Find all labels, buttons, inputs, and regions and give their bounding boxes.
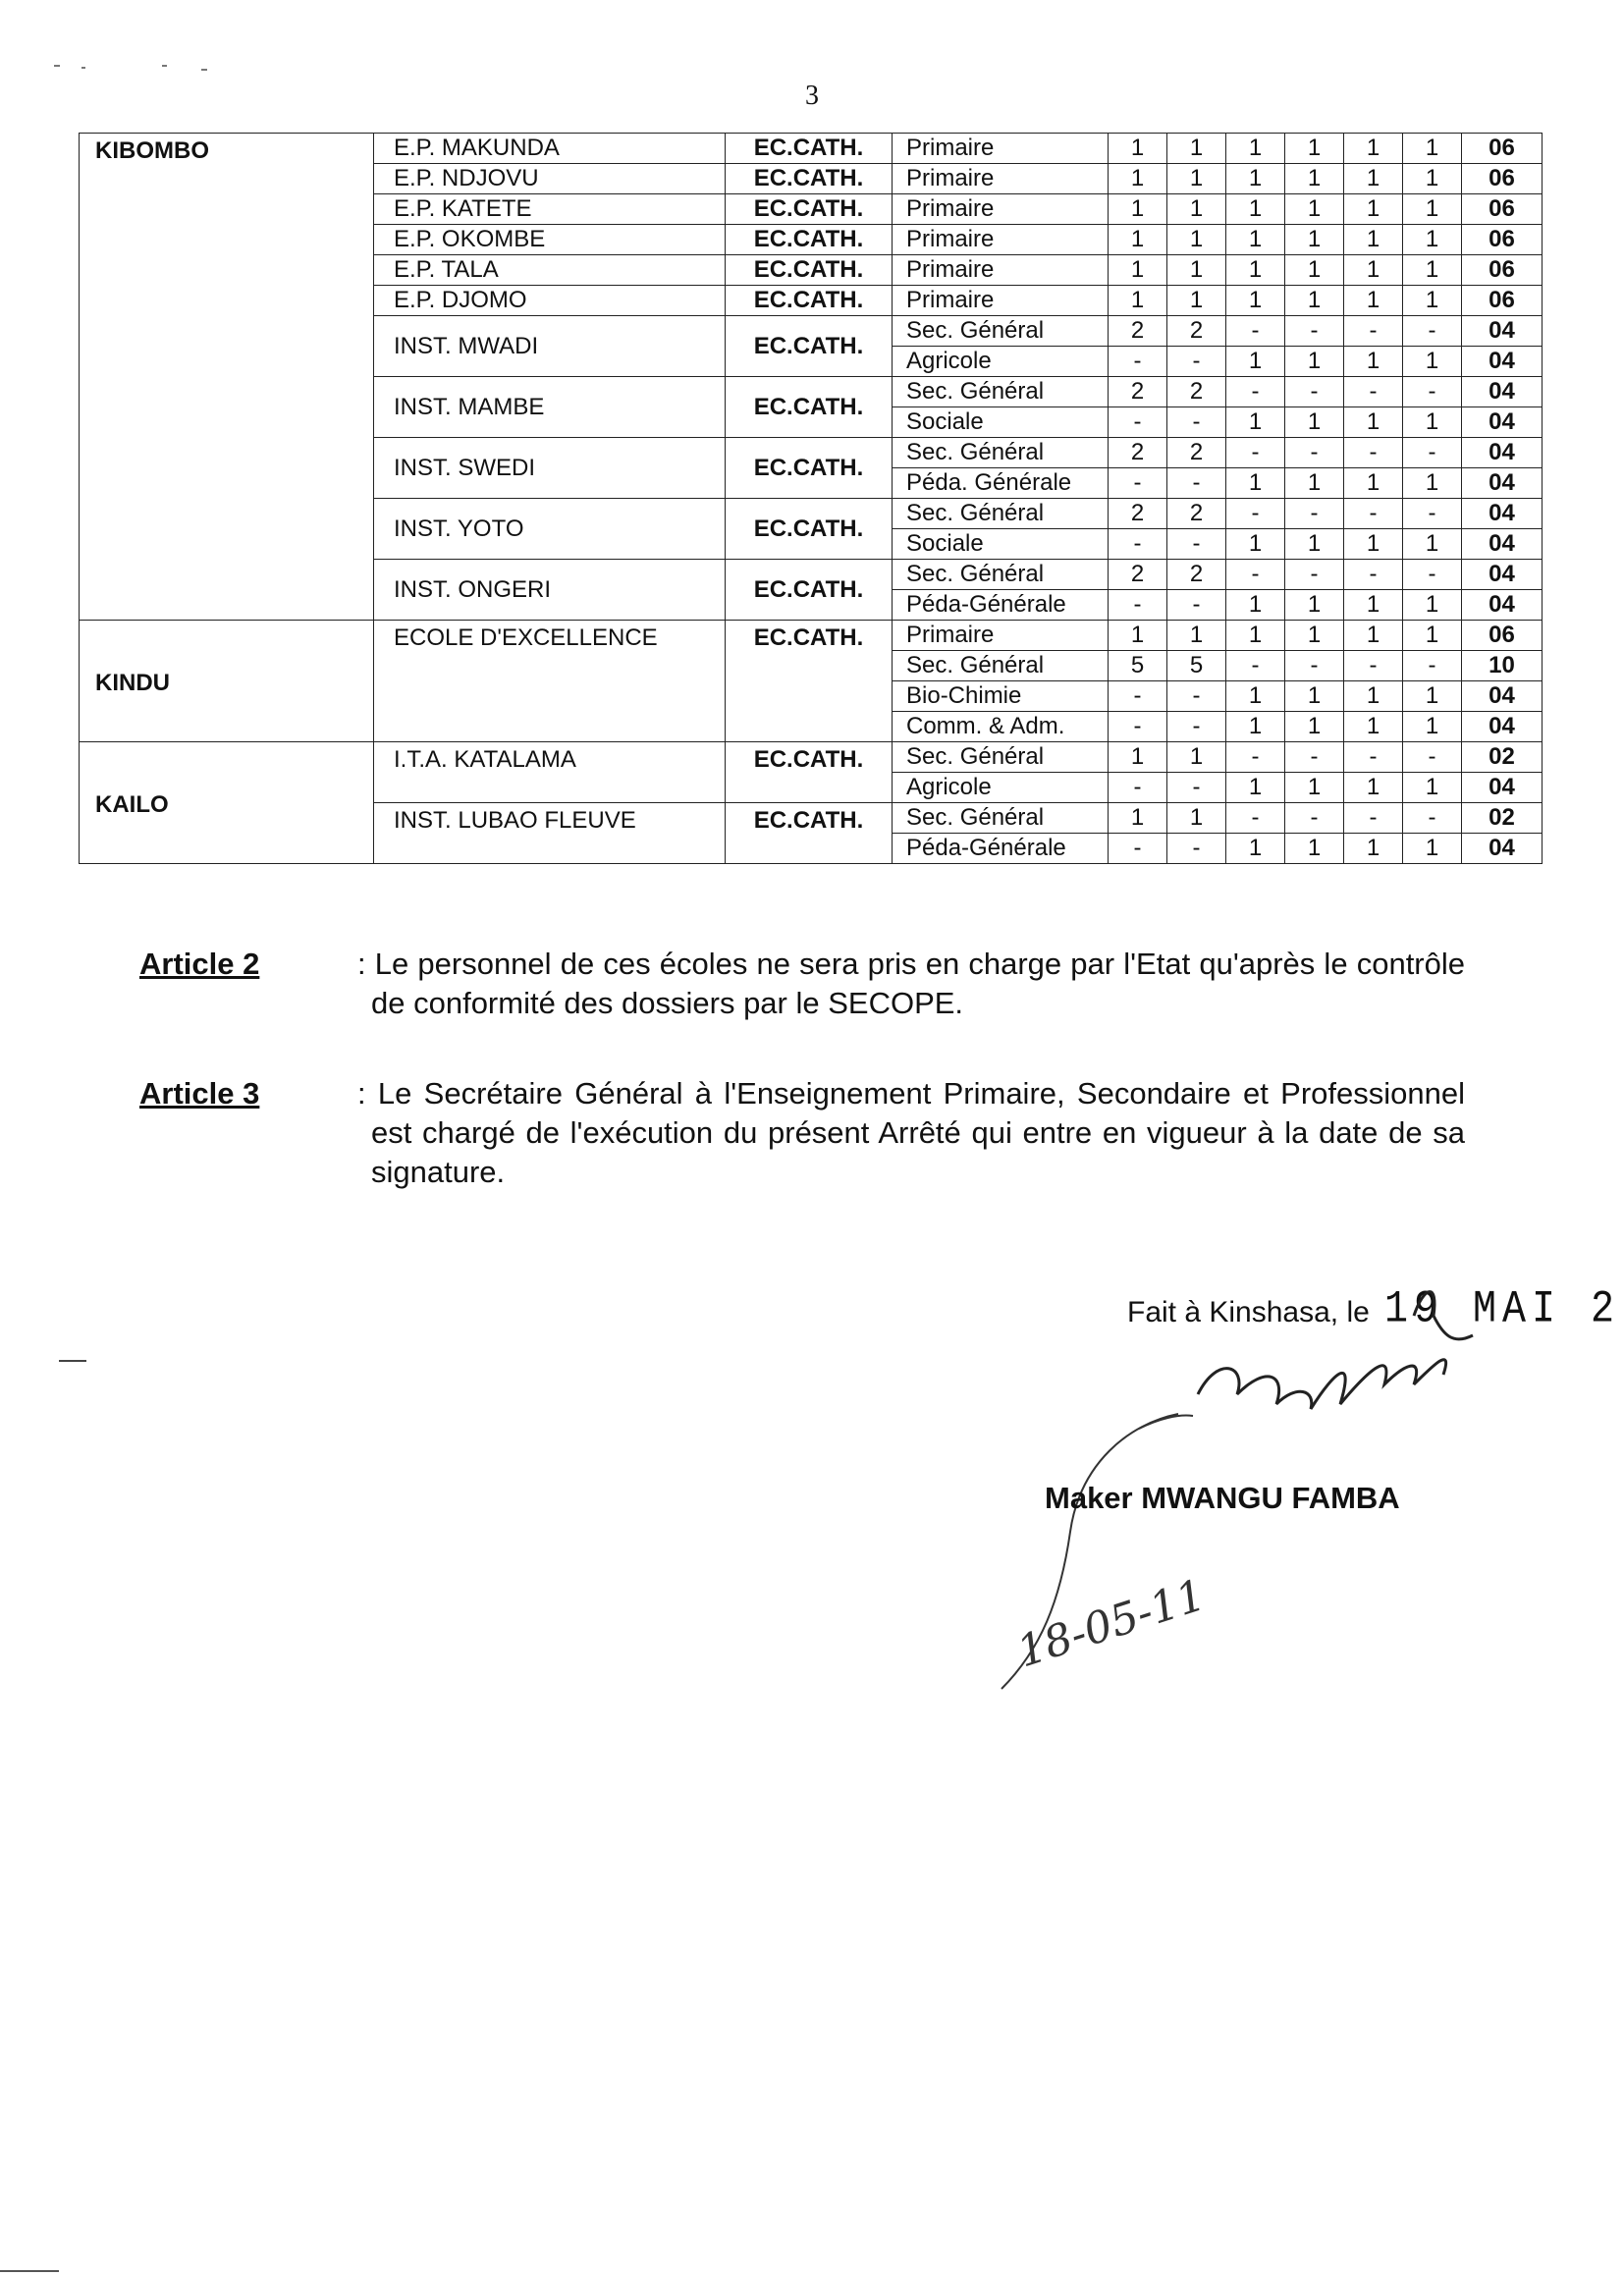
class-count-cell: 1 <box>1109 225 1167 255</box>
class-count-cell: 1 <box>1403 712 1462 742</box>
page-number: 3 <box>805 81 819 111</box>
class-count-cell: 1 <box>1226 590 1285 621</box>
class-count-cell: - <box>1344 803 1403 834</box>
article-2 <box>139 945 1465 1023</box>
class-count-cell: - <box>1226 560 1285 590</box>
school-name-cell: E.P. NDJOVU <box>374 164 726 194</box>
class-count-cell: 1 <box>1109 134 1167 164</box>
article-3 <box>139 1074 1465 1192</box>
class-count-cell: - <box>1167 712 1226 742</box>
class-count-cell: - <box>1285 560 1344 590</box>
class-count-cell: 1 <box>1226 225 1285 255</box>
class-count-cell: 1 <box>1285 681 1344 712</box>
class-count-cell: 5 <box>1109 651 1167 681</box>
class-count-cell: 1 <box>1403 468 1462 499</box>
class-count-cell: 1 <box>1167 803 1226 834</box>
section-cell: Sec. Général <box>893 438 1109 468</box>
class-count-cell: - <box>1285 316 1344 347</box>
class-count-cell: 1 <box>1226 134 1285 164</box>
class-count-cell: 1 <box>1344 468 1403 499</box>
locality-cell: KIBOMBO <box>80 134 374 621</box>
total-cell: 04 <box>1462 773 1543 803</box>
total-cell: 04 <box>1462 560 1543 590</box>
section-cell: Sec. Général <box>893 377 1109 407</box>
total-cell: 06 <box>1462 194 1543 225</box>
class-count-cell: 1 <box>1403 773 1462 803</box>
network-cell: EC.CATH. <box>726 134 893 164</box>
class-count-cell: - <box>1109 681 1167 712</box>
class-count-cell: 1 <box>1403 834 1462 864</box>
school-name-cell: INST. MAMBE <box>374 377 726 438</box>
section-cell: Sec. Général <box>893 651 1109 681</box>
section-cell: Sec. Général <box>893 803 1109 834</box>
class-count-cell: 1 <box>1109 803 1167 834</box>
class-count-cell: 1 <box>1167 286 1226 316</box>
section-cell: Primaire <box>893 255 1109 286</box>
total-cell: 02 <box>1462 742 1543 773</box>
class-count-cell: - <box>1403 560 1462 590</box>
class-count-cell: 2 <box>1167 438 1226 468</box>
class-count-cell: - <box>1344 377 1403 407</box>
class-count-cell: 1 <box>1285 347 1344 377</box>
table-body <box>80 134 1543 864</box>
network-cell: EC.CATH. <box>726 225 893 255</box>
section-cell: Sec. Général <box>893 316 1109 347</box>
class-count-cell: 1 <box>1344 194 1403 225</box>
total-cell: 04 <box>1462 499 1543 529</box>
school-name-cell: ECOLE D'EXCELLENCE <box>374 621 726 742</box>
class-count-cell: 1 <box>1403 134 1462 164</box>
class-count-cell: 2 <box>1167 560 1226 590</box>
scan-mark-left-dash <box>59 1360 86 1362</box>
class-count-cell: 1 <box>1226 621 1285 651</box>
class-count-cell: 1 <box>1344 621 1403 651</box>
school-name-cell: E.P. MAKUNDA <box>374 134 726 164</box>
class-count-cell: 1 <box>1226 712 1285 742</box>
section-cell: Péda-Générale <box>893 590 1109 621</box>
section-cell: Primaire <box>893 194 1109 225</box>
school-name-cell: E.P. KATETE <box>374 194 726 225</box>
class-count-cell: 1 <box>1226 164 1285 194</box>
class-count-cell: 1 <box>1285 529 1344 560</box>
schools-table <box>79 133 1543 864</box>
class-count-cell: 1 <box>1167 194 1226 225</box>
class-count-cell: 1 <box>1285 621 1344 651</box>
class-count-cell: 1 <box>1109 194 1167 225</box>
class-count-cell: 1 <box>1285 773 1344 803</box>
class-count-cell: 1 <box>1285 407 1344 438</box>
class-count-cell: - <box>1285 742 1344 773</box>
class-count-cell: 1 <box>1167 164 1226 194</box>
class-count-cell: 1 <box>1226 194 1285 225</box>
class-count-cell: 1 <box>1403 407 1462 438</box>
class-count-cell: - <box>1285 499 1344 529</box>
class-count-cell: 1 <box>1285 834 1344 864</box>
class-count-cell: 1 <box>1403 529 1462 560</box>
locality-cell: KINDU <box>80 621 374 742</box>
class-count-cell: - <box>1109 712 1167 742</box>
class-count-cell: 1 <box>1109 286 1167 316</box>
class-count-cell: 5 <box>1167 651 1226 681</box>
class-count-cell: - <box>1167 590 1226 621</box>
total-cell: 04 <box>1462 407 1543 438</box>
school-name-cell: E.P. TALA <box>374 255 726 286</box>
class-count-cell: - <box>1109 590 1167 621</box>
total-cell: 04 <box>1462 316 1543 347</box>
network-cell: EC.CATH. <box>726 560 893 621</box>
network-cell: EC.CATH. <box>726 499 893 560</box>
class-count-cell: 1 <box>1403 164 1462 194</box>
class-count-cell: 1 <box>1285 164 1344 194</box>
network-cell: EC.CATH. <box>726 255 893 286</box>
article-2-label: Article 2 <box>139 947 260 981</box>
class-count-cell: 2 <box>1109 560 1167 590</box>
class-count-cell: - <box>1226 651 1285 681</box>
class-count-cell: 2 <box>1109 438 1167 468</box>
section-cell: Bio-Chimie <box>893 681 1109 712</box>
network-cell: EC.CATH. <box>726 194 893 225</box>
class-count-cell: - <box>1344 742 1403 773</box>
class-count-cell: 1 <box>1226 347 1285 377</box>
total-cell: 06 <box>1462 621 1543 651</box>
class-count-cell: 1 <box>1285 468 1344 499</box>
class-count-cell: - <box>1167 834 1226 864</box>
section-cell: Primaire <box>893 225 1109 255</box>
section-cell: Primaire <box>893 621 1109 651</box>
total-cell: 04 <box>1462 712 1543 742</box>
class-count-cell: - <box>1226 803 1285 834</box>
class-count-cell: - <box>1344 438 1403 468</box>
section-cell: Sec. Général <box>893 560 1109 590</box>
class-count-cell: 1 <box>1167 255 1226 286</box>
article-3-text: : Le Secrétaire Général à l'Enseignement Primaire, Secondaire et Professionnel est chargé de l'exécution du présent Arrêté qui entre en vigueur à la date de sa signature. <box>357 1076 1465 1189</box>
class-count-cell: 1 <box>1109 621 1167 651</box>
class-count-cell: 1 <box>1109 164 1167 194</box>
class-count-cell: 1 <box>1285 225 1344 255</box>
class-count-cell: - <box>1344 560 1403 590</box>
class-count-cell: 1 <box>1226 255 1285 286</box>
class-count-cell: 1 <box>1344 225 1403 255</box>
class-count-cell: 1 <box>1226 286 1285 316</box>
section-cell: Sociale <box>893 529 1109 560</box>
school-name-cell: E.P. DJOMO <box>374 286 726 316</box>
class-count-cell: 1 <box>1403 621 1462 651</box>
section-cell: Primaire <box>893 134 1109 164</box>
class-count-cell: - <box>1403 651 1462 681</box>
class-count-cell: - <box>1109 773 1167 803</box>
class-count-cell: 1 <box>1226 468 1285 499</box>
class-count-cell: 1 <box>1344 134 1403 164</box>
locality-cell: KAILO <box>80 742 374 864</box>
school-name-cell: E.P. OKOMBE <box>374 225 726 255</box>
table-row <box>80 134 1543 164</box>
class-count-cell: - <box>1226 438 1285 468</box>
total-cell: 04 <box>1462 529 1543 560</box>
class-count-cell: 1 <box>1285 255 1344 286</box>
class-count-cell: 1 <box>1226 681 1285 712</box>
signatory-name: Maker MWANGU FAMBA <box>1045 1481 1400 1515</box>
class-count-cell: 1 <box>1403 225 1462 255</box>
class-count-cell: - <box>1167 347 1226 377</box>
class-count-cell: - <box>1285 803 1344 834</box>
class-count-cell: 1 <box>1344 529 1403 560</box>
stamped-date: 19 MAI 2 <box>1384 1284 1621 1336</box>
school-name-cell: INST. MWADI <box>374 316 726 377</box>
total-cell: 06 <box>1462 134 1543 164</box>
scan-mark-top-left <box>54 65 211 73</box>
total-cell: 06 <box>1462 286 1543 316</box>
scan-mark-bottom <box>0 2270 59 2272</box>
total-cell: 06 <box>1462 255 1543 286</box>
class-count-cell: 1 <box>1285 712 1344 742</box>
class-count-cell: 2 <box>1167 377 1226 407</box>
section-cell: Sec. Général <box>893 742 1109 773</box>
class-count-cell: 1 <box>1167 134 1226 164</box>
class-count-cell: 1 <box>1109 742 1167 773</box>
total-cell: 04 <box>1462 834 1543 864</box>
class-count-cell: 1 <box>1344 712 1403 742</box>
table-row <box>80 621 1543 651</box>
total-cell: 04 <box>1462 590 1543 621</box>
class-count-cell: - <box>1403 742 1462 773</box>
article-3-label: Article 3 <box>139 1076 260 1111</box>
class-count-cell: - <box>1109 347 1167 377</box>
class-count-cell: 1 <box>1403 255 1462 286</box>
school-name-cell: INST. ONGERI <box>374 560 726 621</box>
total-cell: 04 <box>1462 438 1543 468</box>
class-count-cell: 1 <box>1403 590 1462 621</box>
school-name-cell: I.T.A. KATALAMA <box>374 742 726 803</box>
class-count-cell: 1 <box>1344 255 1403 286</box>
school-name-cell: INST. LUBAO FLEUVE <box>374 803 726 864</box>
class-count-cell: - <box>1344 499 1403 529</box>
class-count-cell: - <box>1226 499 1285 529</box>
class-count-cell: 1 <box>1403 194 1462 225</box>
class-count-cell: 1 <box>1285 134 1344 164</box>
section-cell: Péda-Générale <box>893 834 1109 864</box>
class-count-cell: - <box>1226 316 1285 347</box>
network-cell: EC.CATH. <box>726 438 893 499</box>
class-count-cell: 1 <box>1285 590 1344 621</box>
class-count-cell: 1 <box>1285 194 1344 225</box>
section-cell: Sociale <box>893 407 1109 438</box>
class-count-cell: - <box>1167 681 1226 712</box>
network-cell: EC.CATH. <box>726 164 893 194</box>
class-count-cell: 1 <box>1167 621 1226 651</box>
place-date: Fait à Kinshasa, le <box>1127 1296 1370 1328</box>
class-count-cell: 2 <box>1109 377 1167 407</box>
class-count-cell: 1 <box>1226 773 1285 803</box>
network-cell: EC.CATH. <box>726 803 893 864</box>
class-count-cell: - <box>1226 742 1285 773</box>
total-cell: 06 <box>1462 225 1543 255</box>
class-count-cell: 1 <box>1403 681 1462 712</box>
class-count-cell: 2 <box>1109 499 1167 529</box>
class-count-cell: 1 <box>1226 529 1285 560</box>
class-count-cell: - <box>1403 316 1462 347</box>
total-cell: 04 <box>1462 681 1543 712</box>
total-cell: 04 <box>1462 377 1543 407</box>
class-count-cell: 1 <box>1344 773 1403 803</box>
network-cell: EC.CATH. <box>726 316 893 377</box>
article-2-text: : Le personnel de ces écoles ne sera pris en charge par l'Etat qu'après le contrôle de conformité des dossiers par le SECOPE. <box>357 947 1465 1020</box>
class-count-cell: - <box>1226 377 1285 407</box>
class-count-cell: 1 <box>1226 407 1285 438</box>
class-count-cell: - <box>1285 377 1344 407</box>
network-cell: EC.CATH. <box>726 621 893 742</box>
class-count-cell: 1 <box>1344 164 1403 194</box>
class-count-cell: - <box>1403 499 1462 529</box>
class-count-cell: - <box>1167 407 1226 438</box>
section-cell: Comm. & Adm. <box>893 712 1109 742</box>
class-count-cell: 1 <box>1344 590 1403 621</box>
class-count-cell: - <box>1403 377 1462 407</box>
class-count-cell: - <box>1109 529 1167 560</box>
class-count-cell: 1 <box>1403 286 1462 316</box>
class-count-cell: - <box>1109 834 1167 864</box>
class-count-cell: - <box>1167 529 1226 560</box>
class-count-cell: 2 <box>1109 316 1167 347</box>
school-name-cell: INST. YOTO <box>374 499 726 560</box>
class-count-cell: 1 <box>1403 347 1462 377</box>
class-count-cell: - <box>1285 651 1344 681</box>
class-count-cell: - <box>1167 468 1226 499</box>
class-count-cell: - <box>1403 803 1462 834</box>
class-count-cell: - <box>1344 651 1403 681</box>
class-count-cell: 1 <box>1344 834 1403 864</box>
class-count-cell: 2 <box>1167 316 1226 347</box>
class-count-cell: - <box>1403 438 1462 468</box>
class-count-cell: - <box>1285 438 1344 468</box>
total-cell: 02 <box>1462 803 1543 834</box>
school-name-cell: INST. SWEDI <box>374 438 726 499</box>
class-count-cell: - <box>1109 468 1167 499</box>
section-cell: Sec. Général <box>893 499 1109 529</box>
handwritten-date: 18-05-11 <box>1011 1569 1212 1678</box>
class-count-cell: 1 <box>1109 255 1167 286</box>
class-count-cell: 2 <box>1167 499 1226 529</box>
network-cell: EC.CATH. <box>726 742 893 803</box>
section-cell: Agricole <box>893 773 1109 803</box>
class-count-cell: 1 <box>1167 225 1226 255</box>
class-count-cell: 1 <box>1167 742 1226 773</box>
network-cell: EC.CATH. <box>726 286 893 316</box>
class-count-cell: 1 <box>1285 286 1344 316</box>
section-cell: Primaire <box>893 164 1109 194</box>
class-count-cell: 1 <box>1344 681 1403 712</box>
total-cell: 04 <box>1462 347 1543 377</box>
total-cell: 04 <box>1462 468 1543 499</box>
network-cell: EC.CATH. <box>726 377 893 438</box>
section-cell: Agricole <box>893 347 1109 377</box>
section-cell: Péda. Générale <box>893 468 1109 499</box>
total-cell: 06 <box>1462 164 1543 194</box>
class-count-cell: - <box>1344 316 1403 347</box>
section-cell: Primaire <box>893 286 1109 316</box>
class-count-cell: 1 <box>1344 347 1403 377</box>
table-row <box>80 742 1543 773</box>
class-count-cell: 1 <box>1226 834 1285 864</box>
class-count-cell: 1 <box>1344 407 1403 438</box>
class-count-cell: 1 <box>1344 286 1403 316</box>
class-count-cell: - <box>1109 407 1167 438</box>
class-count-cell: - <box>1167 773 1226 803</box>
total-cell: 10 <box>1462 651 1543 681</box>
